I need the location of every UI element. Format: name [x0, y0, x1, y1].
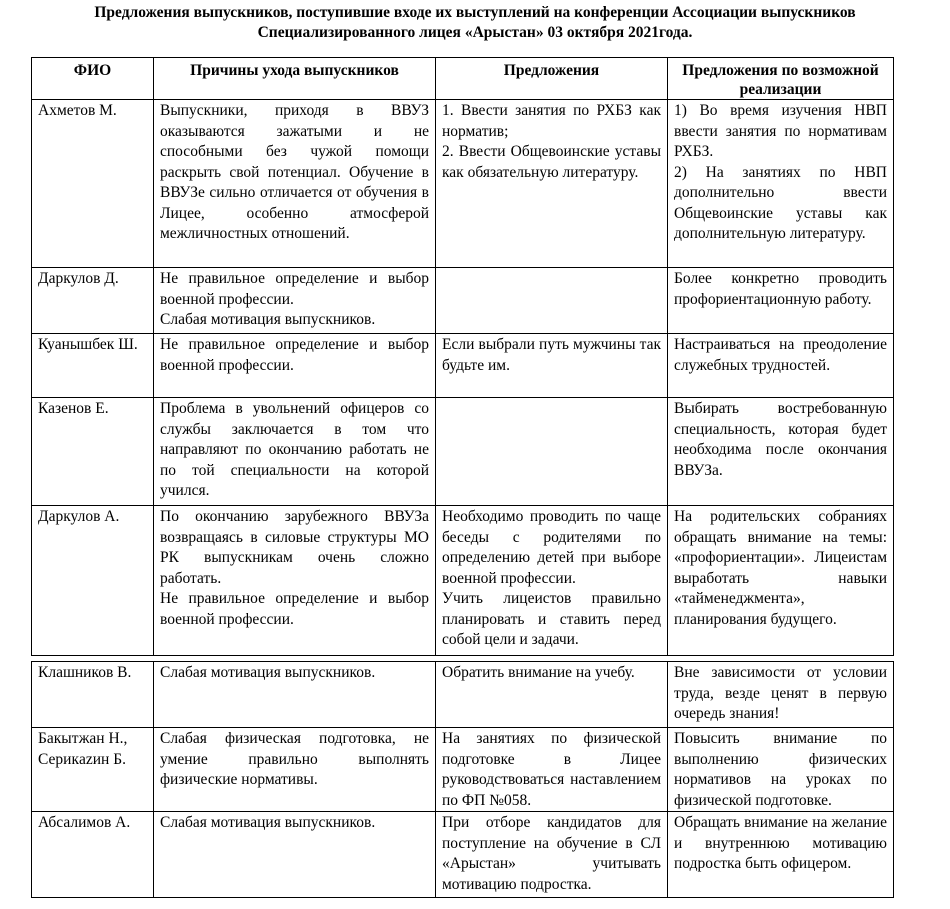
name-text: Абсалимов А. [38, 814, 131, 831]
implementation-text: Выбирать востребованную специальность, которая будет необходима после окончания ВВУЗа. [674, 400, 887, 479]
cell-proposals [436, 506, 668, 656]
cell-implementation [668, 662, 894, 728]
proposal-text: На занятиях по физической подготовке в Лицее руководствоваться наставлением по ФП №058. [442, 730, 661, 809]
table-row [32, 398, 894, 506]
proposal-text: 2. Ввести Общевоинские уставы как обязательную литературу. [442, 143, 661, 181]
reason-text: Слабая физическая подготовка, не умение правильно выполнять физические нормативы. [160, 730, 429, 788]
implementation-text: Вне зависимости от условии труда, везде ценят в первую очередь знания! [674, 664, 887, 722]
cell-name [32, 334, 154, 398]
cell-proposals [436, 398, 668, 506]
table-row [32, 334, 894, 398]
cell-name [32, 268, 154, 334]
name-text: Бакытжан Н., Серикazин Б. [38, 730, 128, 768]
cell-proposals [436, 268, 668, 334]
header-implementation: Предложения по возможной реализации [668, 58, 894, 100]
implementation-text: Настраиваться на преодоление служебных трудностей. [674, 336, 887, 374]
implementation-text: Повысить внимание по выполнению физических нормативов на уроках по физической подготовке. [674, 730, 887, 809]
cell-implementation [668, 728, 894, 812]
document-title [0, 3, 950, 43]
cell-reasons [154, 334, 436, 398]
reason-text: Слабая мотивация выпускников. [160, 664, 376, 681]
table-header-row [32, 58, 894, 100]
cell-proposals [436, 334, 668, 398]
cell-name [32, 812, 154, 898]
proposal-text: Необходимо проводить по чаще беседы с родителями по определению детей при выборе военной профессии. [442, 508, 661, 587]
reason-text: Не правильное определение и выбор военной профессии. [160, 336, 429, 374]
cell-proposals [436, 662, 668, 728]
header-proposals: Предложения [436, 58, 668, 100]
table-row [32, 728, 894, 812]
title-line-2: Специализированного лицея «Арыстан» 03 октября 2021года. [257, 24, 693, 41]
reason-text: Выпускники, приходя в ВВУЗ оказываются зажатыми и не способными без чужой помощи раскрыть свой потенциал. Обучение в ВВУЗе сильно отличается от обучения в Лицее, особенно атмосферой межличностных отношений. [160, 102, 429, 242]
reason-text: Слабая мотивация выпускников. [160, 311, 376, 328]
cell-implementation [668, 506, 894, 656]
cell-reasons [154, 100, 436, 268]
cell-name [32, 662, 154, 728]
cell-name [32, 398, 154, 506]
cell-implementation [668, 268, 894, 334]
proposals-table-part-2 [31, 661, 894, 898]
proposals-table-part-1 [31, 57, 894, 656]
implementation-text: На родительских собраниях обращать внимание на темы: «профориентации». Лицеистам выработать навыки «тайменеджмента», планирования будущего. [674, 508, 887, 628]
cell-name [32, 506, 154, 656]
cell-reasons [154, 728, 436, 812]
header-name: ФИО [32, 58, 154, 100]
cell-reasons [154, 662, 436, 728]
proposal-text: Обратить внимание на учебу. [442, 664, 635, 681]
cell-reasons [154, 268, 436, 334]
proposal-text: Учить лицеистов правильно планировать и ставить перед собой цели и задачи. [442, 590, 661, 648]
implementation-text: 2) На занятиях по НВП дополнительно ввести Общевоинские уставы как дополнительную литературу. [674, 163, 887, 242]
cell-proposals [436, 728, 668, 812]
implementation-text: Обращать внимание на желание и внутреннюю мотивацию подростка быть офицером. [674, 814, 887, 872]
proposal-text: При отборе кандидатов для поступление на обучение в СЛ «Арыстан» учитывать мотивацию подростка. [442, 814, 661, 893]
cell-proposals [436, 812, 668, 898]
table-row [32, 100, 894, 268]
cell-name [32, 100, 154, 268]
reason-text: Проблема в увольнений офицеров со службы заключается в том что направляют по окончанию работать не по той специальности на которой учился. [160, 400, 429, 499]
name-text: Даркулов Д. [38, 270, 119, 287]
name-text: Клашников В. [38, 664, 132, 681]
cell-implementation [668, 334, 894, 398]
table-row [32, 812, 894, 898]
cell-implementation [668, 812, 894, 898]
table-row [32, 662, 894, 728]
implementation-text: 1) Во время изучения НВП ввести занятия по нормативам РХБЗ. [674, 102, 887, 160]
proposal-text: Если выбрали путь мужчины так будьте им. [442, 336, 661, 374]
reason-text: Не правильное определение и выбор военной профессии. [160, 590, 429, 628]
cell-proposals [436, 100, 668, 268]
cell-reasons [154, 506, 436, 656]
name-text: Даркулов А. [38, 508, 120, 525]
header-reasons: Причины ухода выпускников [154, 58, 436, 100]
implementation-text: Более конкретно проводить профориентационную работу. [674, 270, 887, 308]
cell-implementation [668, 100, 894, 268]
table-row [32, 506, 894, 656]
title-line-1: Предложения выпускников, поступившие входе их выступлений на конференции Ассоциации выпускников [94, 4, 856, 21]
table-row [32, 268, 894, 334]
proposal-text: 1. Ввести занятия по РХБЗ как норматив; [442, 102, 661, 140]
reason-text: Слабая мотивация выпускников. [160, 814, 376, 831]
cell-implementation [668, 398, 894, 506]
name-text: Ахметов М. [38, 102, 117, 119]
cell-name [32, 728, 154, 812]
name-text: Куанышбек Ш. [38, 336, 138, 353]
reason-text: Не правильное определение и выбор военной профессии. [160, 270, 429, 308]
reason-text: По окончанию зарубежного ВВУЗа возвращаясь в силовые структуры МО РК выпускникам очень сложно работать. [160, 508, 429, 587]
cell-reasons [154, 812, 436, 898]
name-text: Казенов Е. [38, 400, 109, 417]
cell-reasons [154, 398, 436, 506]
